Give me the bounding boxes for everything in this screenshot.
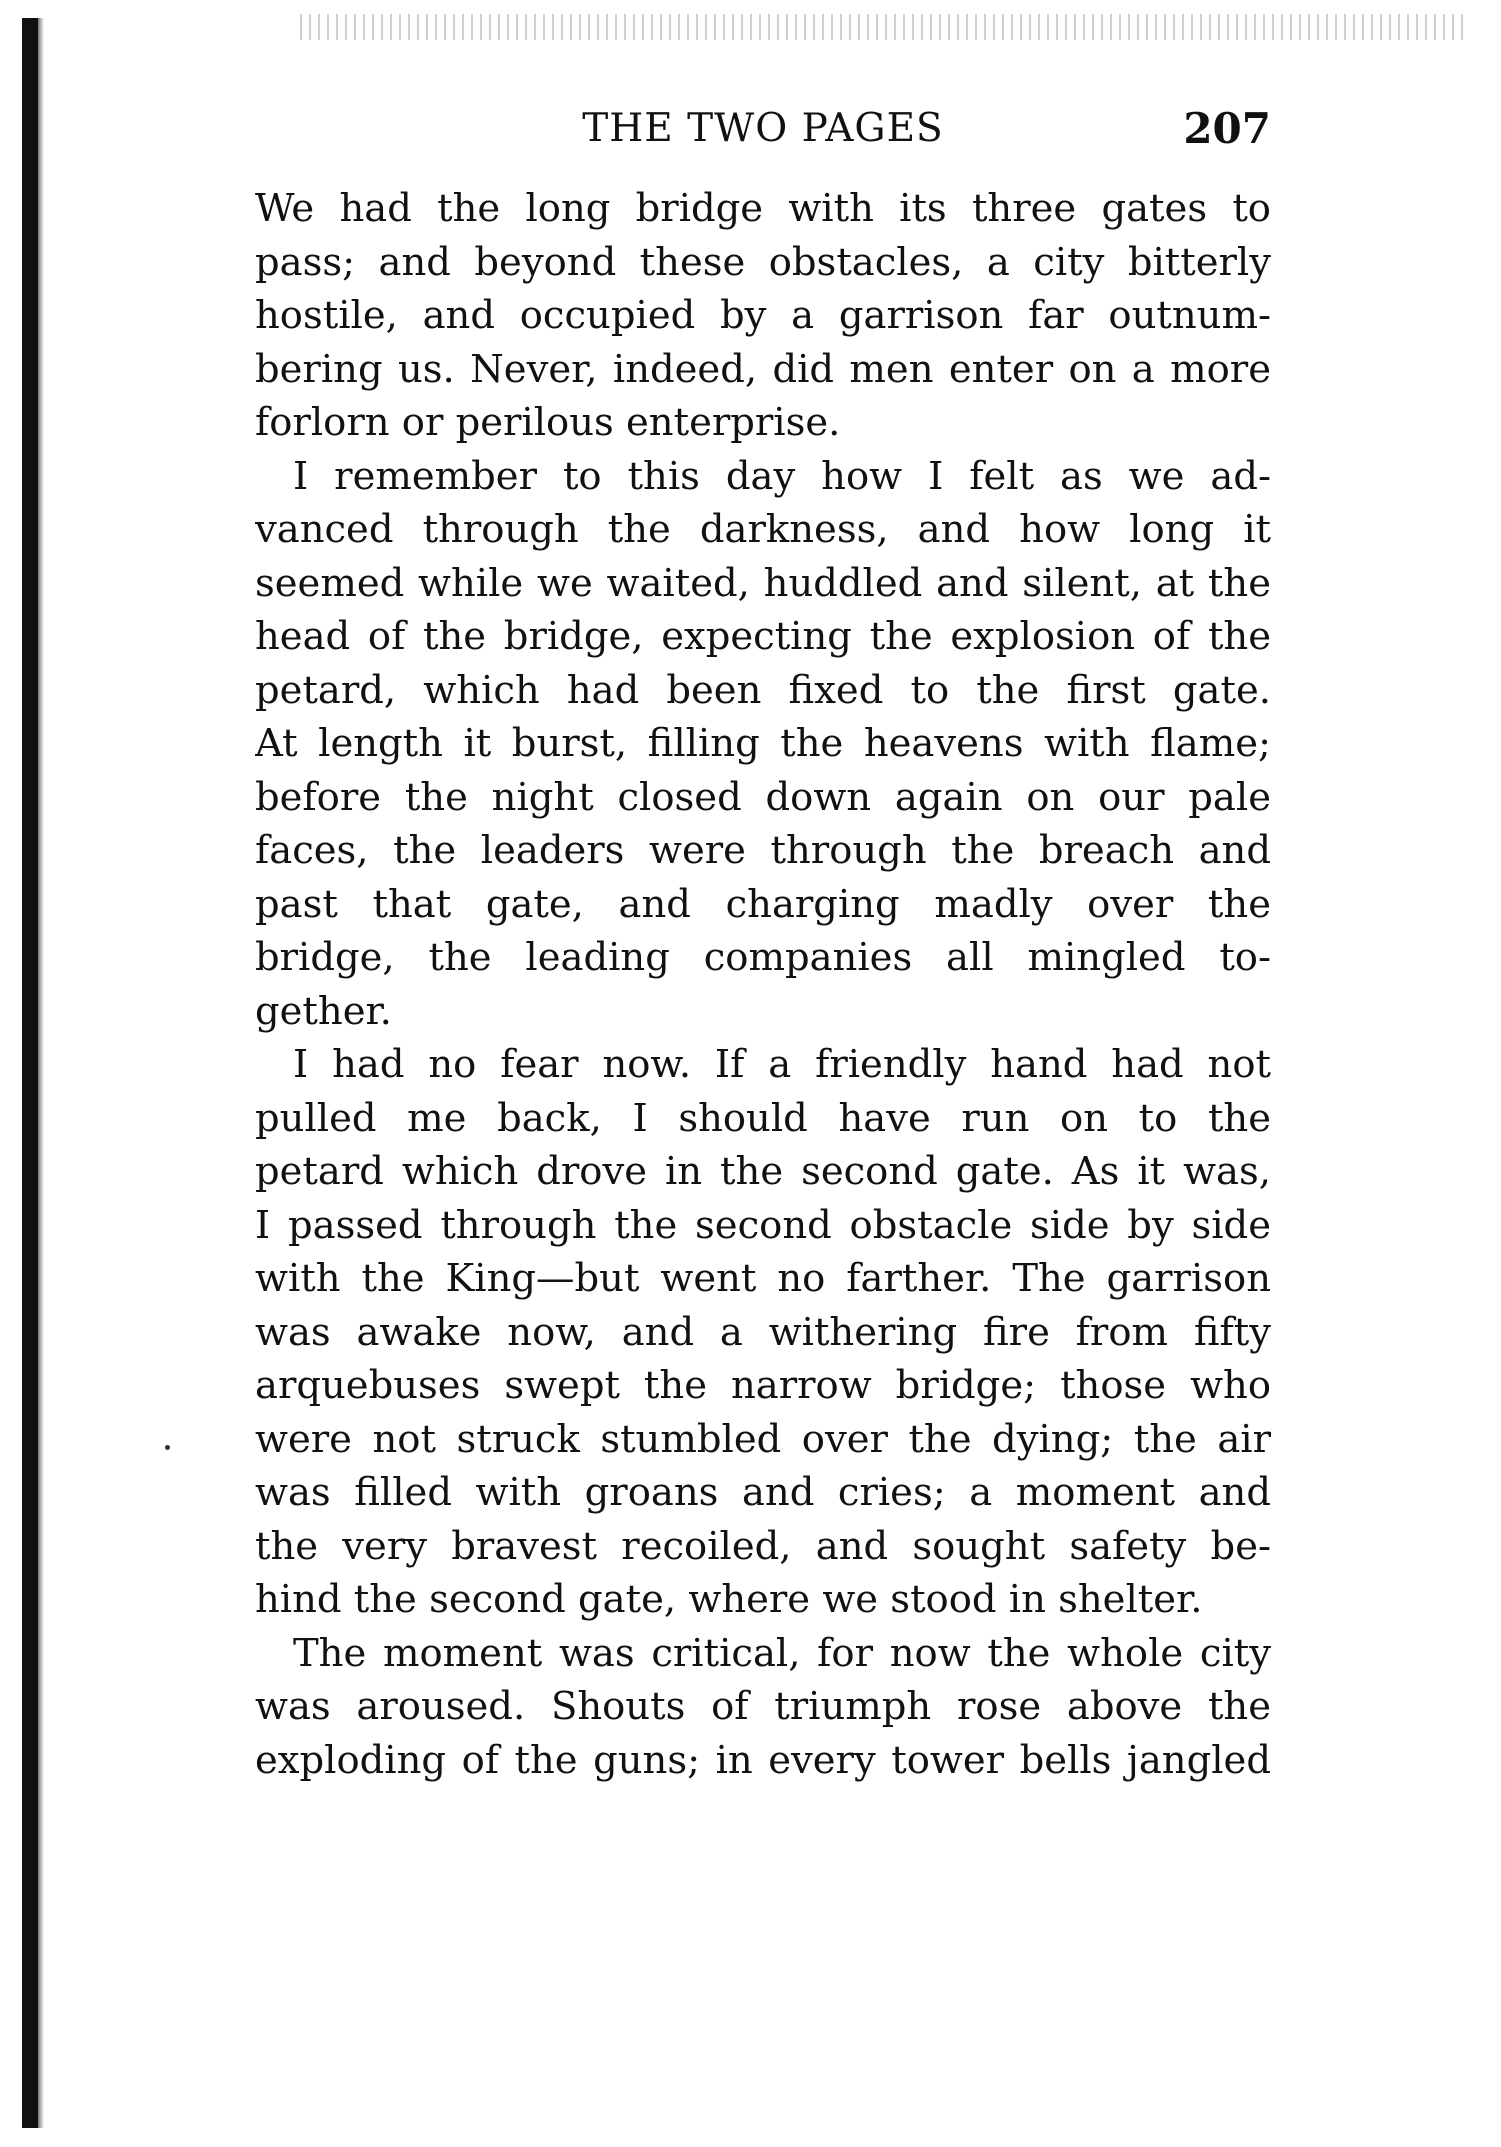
text-line: was filled with groans and cries; a moment and <box>255 1470 1271 1515</box>
text-line: was aroused. Shouts of triumph rose above the <box>255 1684 1271 1729</box>
text-line: At length it burst, filling the heavens with flame; <box>255 721 1271 766</box>
text-line: seemed while we waited, huddled and silent, at the <box>255 560 1271 606</box>
text-line: head of the bridge, expecting the explosion of the <box>255 614 1271 659</box>
text-line: forlorn or perilous enterprise. <box>255 400 841 445</box>
page-number: 207 <box>1183 104 1271 153</box>
paragraph-1 <box>255 182 1271 450</box>
text-line: faces, the leaders were through the breach and <box>255 828 1271 873</box>
page-header <box>255 98 1271 158</box>
scan-speck <box>165 1445 170 1450</box>
text-line: I passed through the second obstacle side by side <box>255 1202 1271 1248</box>
text-line: bridge, the leading companies all mingled to- <box>255 935 1271 980</box>
text-line: past that gate, and charging madly over the <box>255 881 1271 927</box>
paragraph-2 <box>255 450 1271 1039</box>
text-line: bering us. Never, indeed, did men enter on a more <box>255 346 1271 392</box>
text-line: were not struck stumbled over the dying; the air <box>255 1416 1271 1462</box>
paragraph-4 <box>255 1627 1271 1788</box>
binding-gutter-shadow <box>22 18 38 2128</box>
text-line: hind the second gate, where we stood in shelter. <box>255 1577 1203 1622</box>
text-line: pass; and beyond these obstacles, a city bitterly <box>255 239 1271 285</box>
text-line: petard, which had been fixed to the first gate. <box>255 667 1271 713</box>
text-line: I remember to this day how I felt as we ad- <box>293 453 1271 499</box>
text-line: The moment was critical, for now the whole city <box>293 1630 1271 1676</box>
text-line: was awake now, and a withering fire from fifty <box>255 1309 1271 1355</box>
text-line: vanced through the darkness, and how long it <box>255 507 1271 552</box>
scan-noise-top <box>300 14 1470 40</box>
text-line: with the King—but went no farther. The garrison <box>255 1256 1271 1301</box>
text-line: arquebuses swept the narrow bridge; those who <box>255 1363 1271 1408</box>
text-line: exploding of the guns; in every tower bells jangled <box>255 1737 1271 1783</box>
text-line: I had no fear now. If a friendly hand had not <box>293 1042 1271 1087</box>
text-line: petard which drove in the second gate. As it was, <box>255 1149 1271 1194</box>
binding-gutter-edge <box>38 18 44 2128</box>
body-text <box>255 182 1271 1787</box>
text-line: before the night closed down again on our pale <box>255 774 1271 820</box>
running-title: THE TWO PAGES <box>582 106 944 151</box>
paragraph-3 <box>255 1038 1271 1627</box>
text-line: gether. <box>255 988 392 1034</box>
text-line: pulled me back, I should have run on to the <box>255 1095 1271 1141</box>
text-line: hostile, and occupied by a garrison far outnum- <box>255 293 1271 338</box>
text-line: the very bravest recoiled, and sought safety be- <box>255 1523 1271 1569</box>
text-line: We had the long bridge with its three gates to <box>255 186 1271 231</box>
